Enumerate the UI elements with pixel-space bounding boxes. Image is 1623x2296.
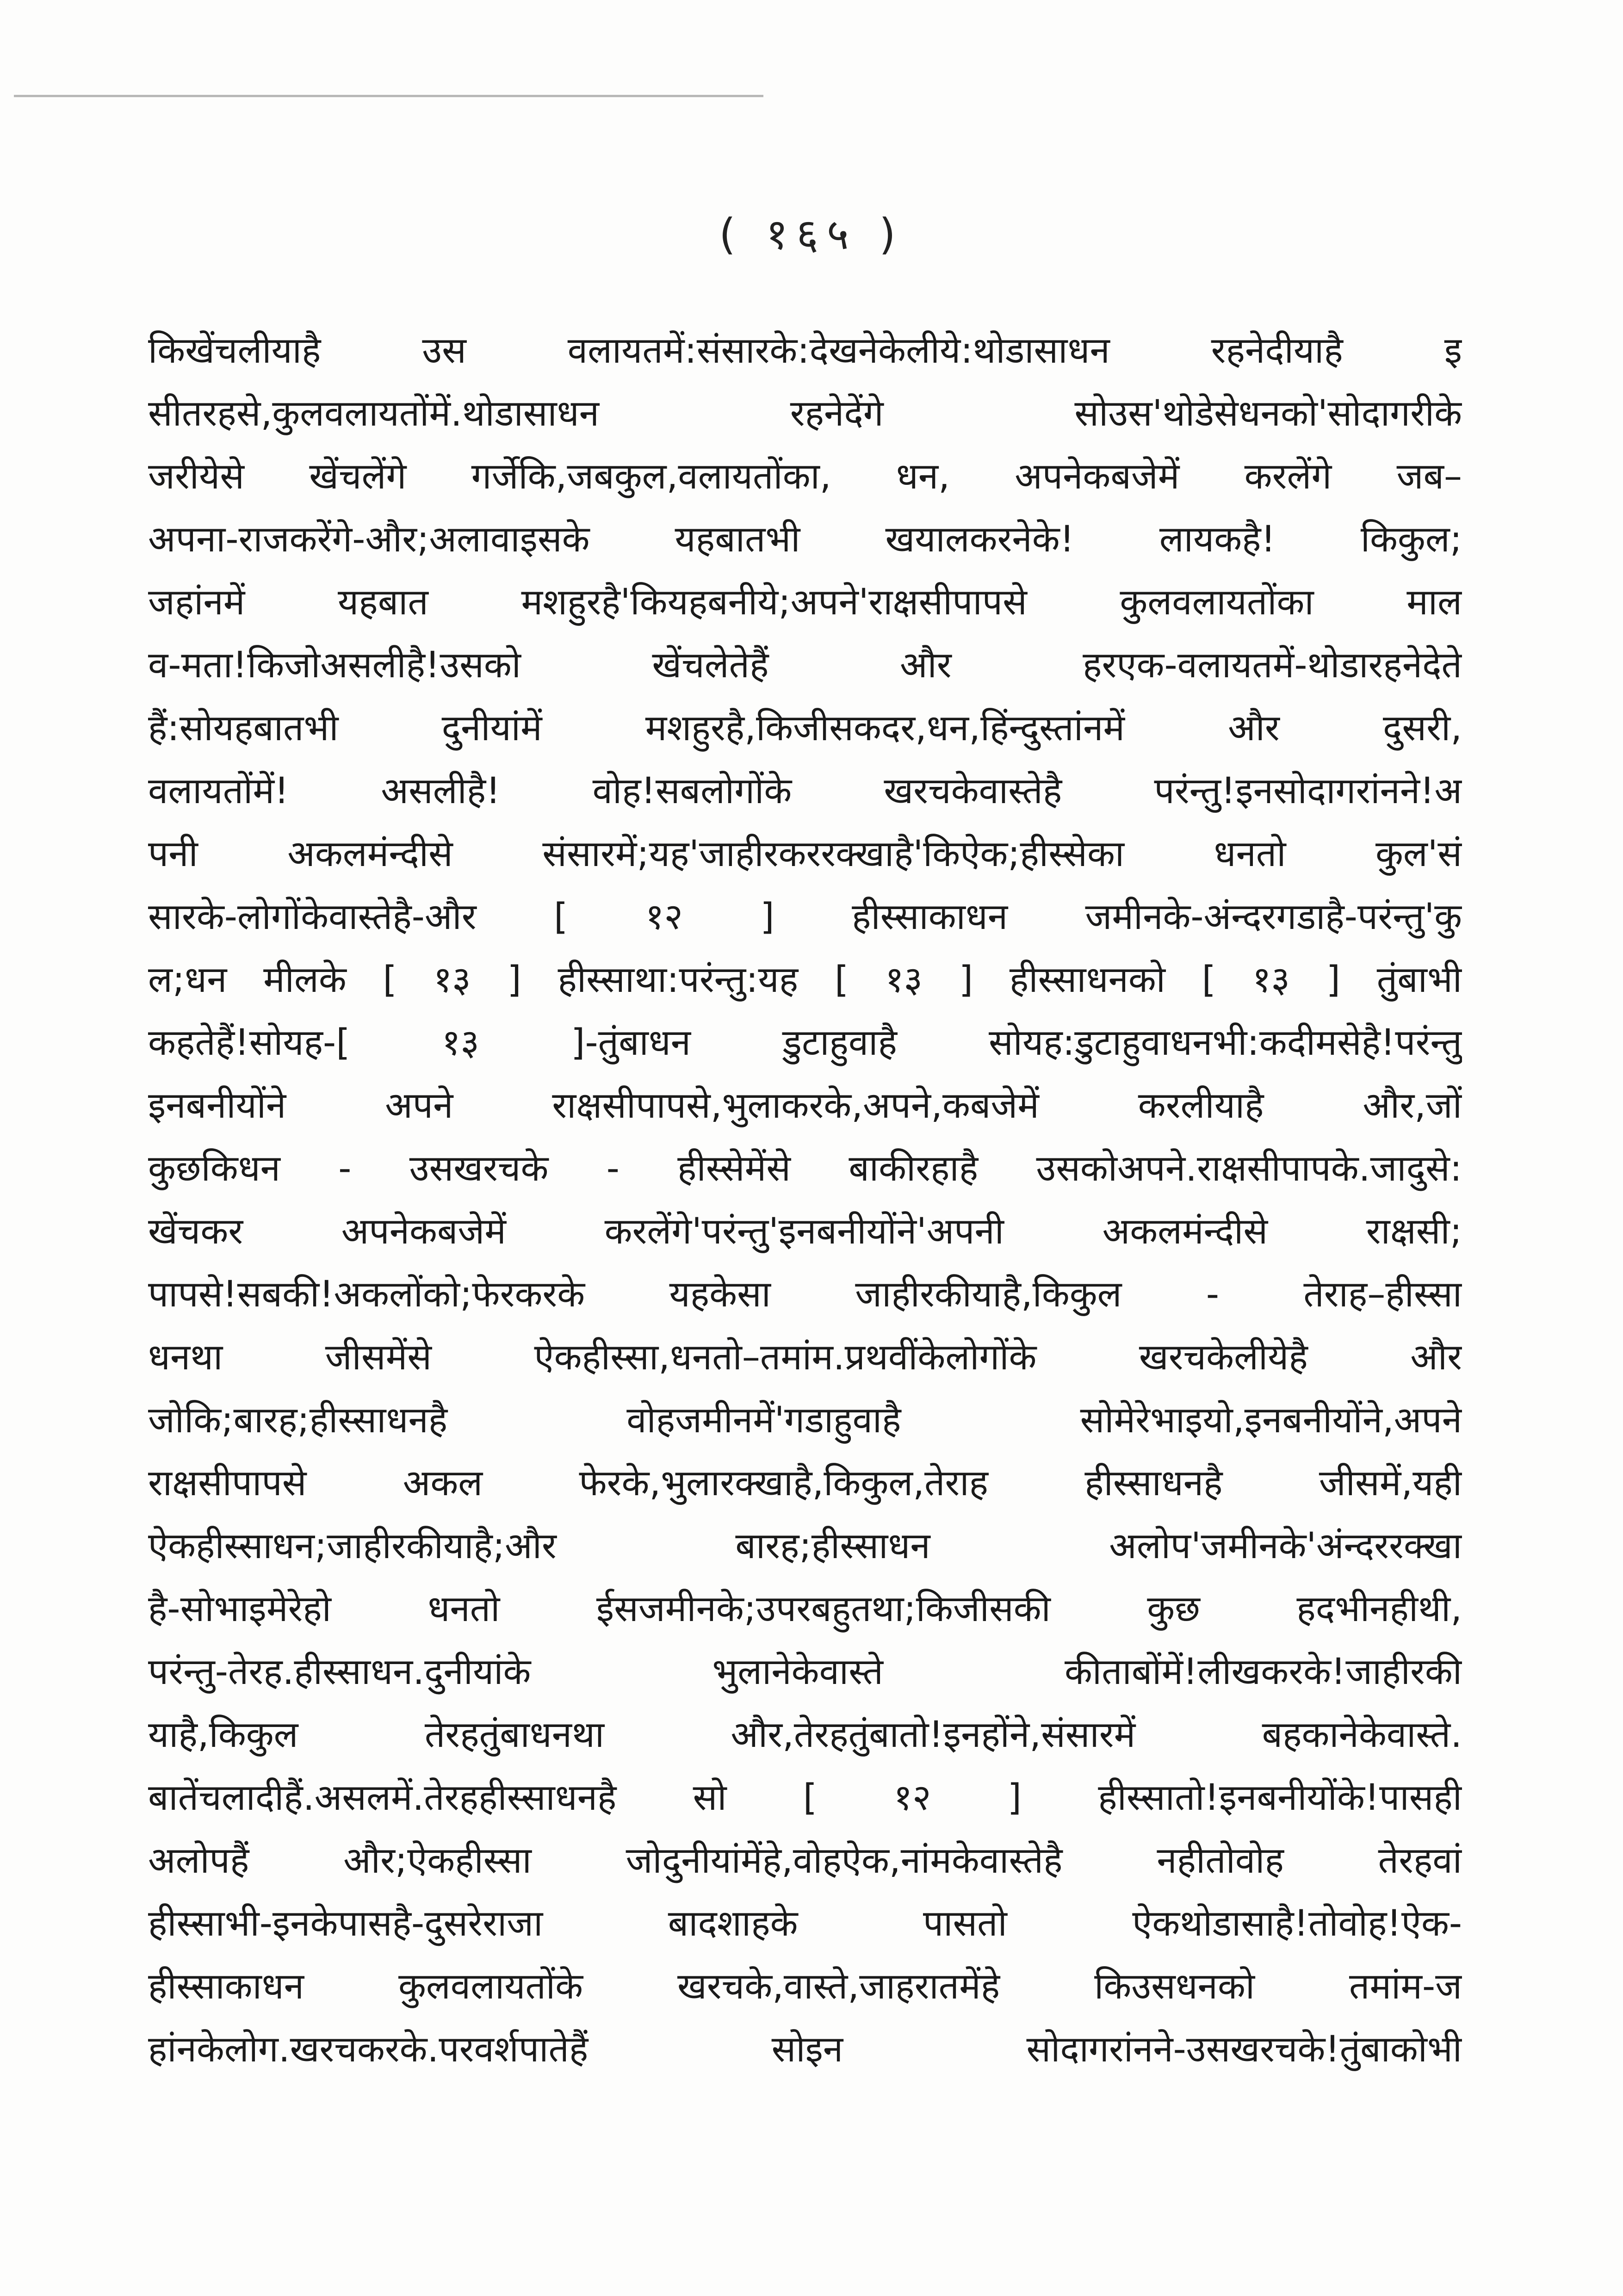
text-line: हैं:सोयहबातभी दुनीयांमें मशहुरहै,किजीसकदर,धन,हिंन्दुस्तांनमें और दुसरी, bbox=[148, 707, 1462, 749]
top-rule bbox=[14, 95, 763, 97]
text-line: है-सोभाइमेरेहो धनतो ईसजमीनके;उपरबहुतथा;किजीसकी कुछ हदभीनहीथी, bbox=[148, 1588, 1462, 1630]
text-line: पापसे!सबकी!अकलोंको;फेरकरके यहकेसा जाहीरकीयाहै,किकुल - तेराह–हीस्सा bbox=[148, 1274, 1462, 1315]
text-line: सीतरहसे,कुलवलायतोंमें.थोडासाधन रहनेदेंगे सोउस'थोडेसेधनको'सोदागरीके bbox=[148, 393, 1462, 434]
text-line: हीस्साभी-इनकेपासहै-दुसरेराजा बादशाहके पासतो ऐकथोडासाहै!तोवोह!ऐक- bbox=[148, 1903, 1462, 1944]
text-line: हांनकेलोग.खरचकरके.परवर्शपातेहैं सोइन सोदागरांनने-उसखरचके!तुंबाकोभी bbox=[148, 2029, 1462, 2070]
text-line: व-मता!किजोअसलीहै!उसको खेंचलेतेहैं और हरएक-वलायतमें-थोडारहनेदेते bbox=[148, 644, 1462, 686]
text-line: याहै,किकुल तेरहतुंबाधनथा और,तेरहतुंबातो!इनहोंने,संसारमें बहकानेकेवास्ते. bbox=[148, 1714, 1462, 1756]
text-line: सारके-लोगोंकेवास्तेहै-और [ १२ ] हीस्साकाधन जमीनके-अंन्दरगडाहै-परंन्तु'कु bbox=[148, 896, 1462, 938]
text-line: ल;धन मीलके [ १३ ] हीस्साथा:परंन्तु:यह [ १३ ] हीस्साधनको [ १३ ] तुंबाभी bbox=[148, 959, 1462, 1001]
text-line: ऐकहीस्साधन;जाहीरकीयाहै;और बारह;हीस्साधन अलोप'जमीनके'अंन्दररक्खा bbox=[148, 1525, 1462, 1567]
text-line: हीस्साकाधन कुलवलायतोंके खरचके,वास्ते,जाहरातमेंहे किउसधनको तमांम-ज bbox=[148, 1966, 1462, 2007]
text-line: अपना-राजकरेंगे-और;अलावाइसके यहबातभी खयालकरनेके! लायकहै! किकुल; bbox=[148, 519, 1462, 560]
page-number: ( १६५ ) bbox=[719, 210, 904, 259]
text-line: परंन्तु-तेरह.हीस्साधन.दुनीयांके भुलानेकेवास्ते कीताबोंमें!लीखकरके!जाहीरकी bbox=[148, 1651, 1462, 1693]
text-line: धनथा जीसमेंसे ऐकहीस्सा,धनतो–तमांम.प्रथवींकेलोगोंके खरचकेलीयेहै और bbox=[148, 1337, 1462, 1378]
text-line: जोकि;बारह;हीस्साधनहै वोहजमीनमें'गडाहुवाहै सोमेरेभाइयो,इनबनीयोंने,अपने bbox=[148, 1399, 1462, 1441]
text-line: खेंचकर अपनेकबजेमें करलेंगे'परंन्तु'इनबनीयोंने'अपनी अकलमंन्दीसे राक्षसी; bbox=[148, 1211, 1462, 1252]
text-line: बातेंचलादीहैं.असलमें.तेरहहीस्साधनहै सो [ १२ ] हीस्सातो!इनबनीयोंके!पासही bbox=[148, 1777, 1462, 1819]
text-line: अलोपहैं और;ऐकहीस्सा जोदुनीयांमेंहे,वोहऐक,नांमकेवास्तेहै नहीतोवोह तेरहवां bbox=[148, 1840, 1462, 1881]
text-line: जहांनमें यहबात मशहुरहै'कियहबनीये;अपने'राक्षसीपापसे कुलवलायतोंका माल bbox=[148, 582, 1462, 623]
text-line: राक्षसीपापसे अकल फेरके,भुलारक्खाहै,किकुल,तेराह हीस्साधनहै जीसमें,यही bbox=[148, 1462, 1462, 1504]
body-text bbox=[148, 319, 1462, 2081]
text-line: कुछकिधन - उसखरचके - हीस्सेमेंसे बाकीरहाहै उसकोअपने.राक्षसीपापके.जादुसे: bbox=[148, 1148, 1462, 1189]
text-line: इनबनीयोंने अपने राक्षसीपापसे,भुलाकरके,अपने,कबजेमें करलीयाहै और,जों bbox=[148, 1085, 1462, 1126]
text-line: वलायतोंमें! असलीहै! वोह!सबलोगोंके खरचकेवास्तेहै परंन्तु!इनसोदागरांनने!अ bbox=[148, 770, 1462, 812]
text-line: जरीयेसे खेंचलेंगे गर्जेकि,जबकुल,वलायतोंका, धन, अपनेकबजेमें करलेंगे जब– bbox=[148, 456, 1462, 497]
text-line: पनी अकलमंन्दीसे संसारमें;यह'जाहीरकररक्खाहै'किऐक;हीस्सेका धनतो कुल'सं bbox=[148, 833, 1462, 875]
text-line: किखेंचलीयाहै उस वलायतमें:संसारके:देखनेकेलीये:थोडासाधन रहनेदीयाहै इ bbox=[148, 330, 1462, 371]
text-line: कहतेहैं!सोयह-[ १३ ]-तुंबाधन डुटाहुवाहै सोयह:डुटाहुवाधनभी:कदीमसेहै!परंन्तु bbox=[148, 1022, 1462, 1064]
